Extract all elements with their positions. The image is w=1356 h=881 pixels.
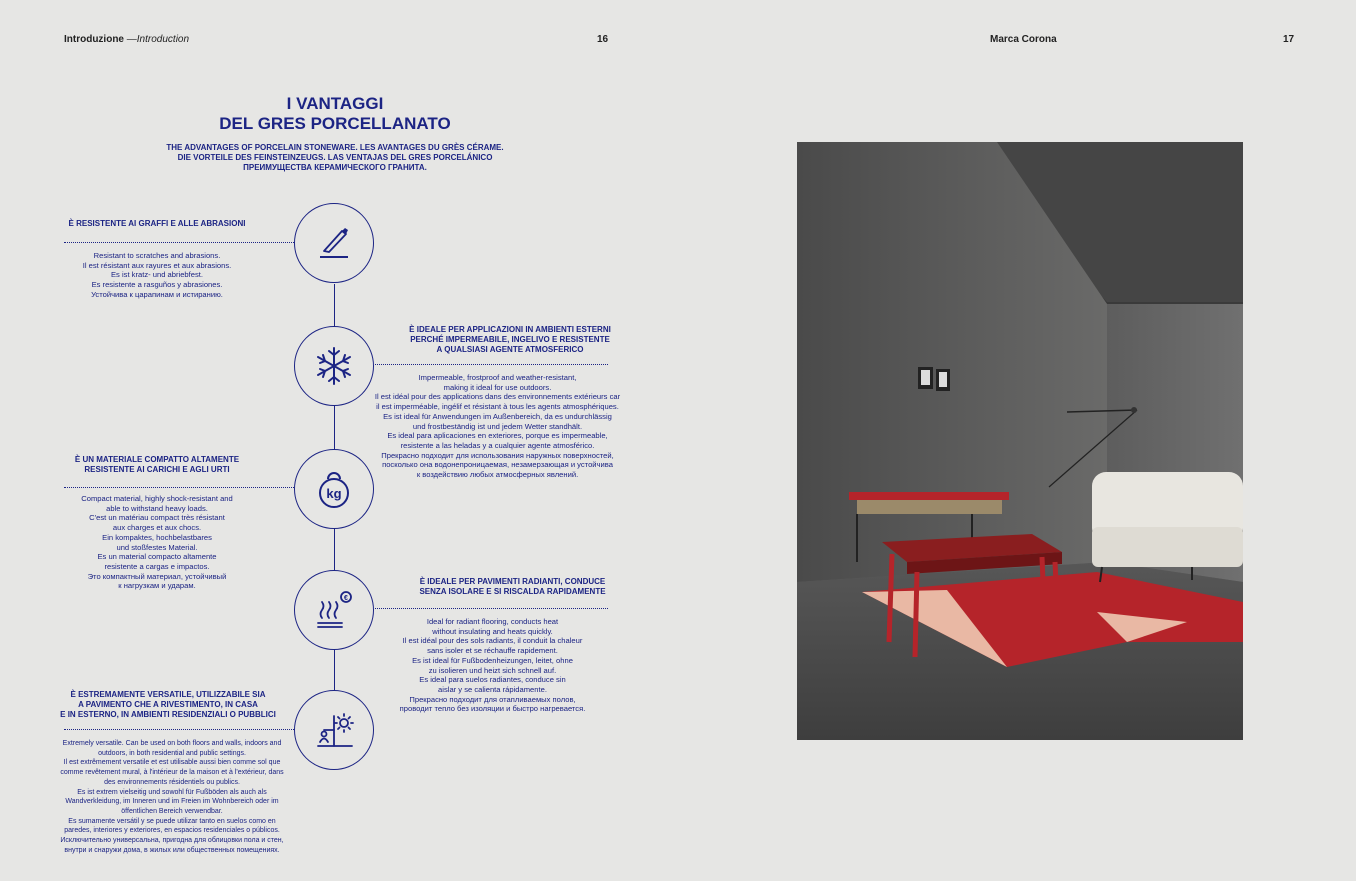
- feature-1-title: È RESISTENTE AI GRAFFI E ALLE ABRASIONI: [68, 219, 246, 228]
- leader-line-2: [375, 364, 608, 365]
- scalpel-icon: [312, 221, 356, 265]
- subtitle-line-3: ПРЕИМУЩЕСТВА КЕРАМИЧЕСКОГО ГРАНИТА.: [243, 163, 427, 172]
- running-header-right: Marca Corona: [990, 34, 1057, 45]
- feature-circle-3: [294, 449, 374, 529]
- indoor-outdoor-icon: [312, 708, 356, 752]
- svg-text:kg: kg: [326, 486, 342, 501]
- feature-3-title: È UN MATERIALE COMPATTO ALTAMENTE RESISTENTE AI CARICHI E AGLI URTI: [74, 455, 240, 474]
- section-subtitle: —Introduction: [124, 34, 190, 45]
- feature-3-body: Compact material, highly shock-resistant and able to withstand heavy loads. C'est un matériau compact très résistant aux charges et aux chocs. Ein kompaktes, hochbelastbares und stoßfestes Material. Es un material compacto altamente resistente a cargas e impactos. Это компактный материал, устойчивый к нагрузкам и ударам.: [81, 494, 233, 591]
- feature-2-body: Impermeable, frostproof and weather-resistant, making it ideal for use outdoors. Il est idéal pour des applications dans des environnements extérieurs car il est imperméable, ingélif et résistant à tous les agents atmosphériques. Es ist ideal für Anwendungen im Außenbereich, da es undurchlässig und frostbeständig ist und jedem Wetter standhält. Es ideal para aplicaciones en exteriores, porque es impermeable, resistente a las heladas y a cualquier agente atmosférico. Прекрасно подходит для использования наружных поверхностей, посколько она водонепроницаемая, незамерзающая и устойчива к воздействию любых атмосферных явлений.: [374, 373, 621, 480]
- section-title: Introduzione: [64, 34, 124, 45]
- feature-4-title: È IDEALE PER PAVIMENTI RADIANTI, CONDUCE SENZA ISOLARE E SI RISCALDA RAPIDAMENTE: [419, 577, 606, 596]
- page-subtitle: [150, 143, 520, 173]
- feature-5-title: È ESTREMAMENTE VERSATILE, UTILIZZABILE SIA A PAVIMENTO CHE A RIVESTIMENTO, IN CASA E IN ESTERNO, IN AMBIENTI RESIDENZIALI O PUBBLICI: [60, 690, 276, 719]
- subtitle-line-1: THE ADVANTAGES OF PORCELAIN STONEWARE. LES AVANTAGES DU GRÈS CÉRAME.: [166, 143, 504, 152]
- feature-4-body: Ideal for radiant flooring, conducts heat without insulating and heats quickly. Il est idéal pour des sols radiants, il conduit la chaleur sans isoler et se réchauffe rapidement. Es ist ideal für Fußbodenheizungen, leitet, ohne zu isolieren und heizt sich schnell auf. Es ideal para suelos radiantes, conduce sin aislar y se calienta rápidamente. Прекрасно подходит для отапливаемых полов, проводит тепло без изоляции и быстро нагревается.: [399, 617, 586, 714]
- subtitle-line-2: DIE VORTEILE DES FEINSTEINZEUGS. LAS VENTAJAS DEL GRES PORCELÁNICO: [177, 153, 493, 162]
- running-header-left: [64, 34, 189, 45]
- interior-room-photo: [797, 142, 1243, 740]
- feature-circle-5: [294, 690, 374, 770]
- radiant-heat-icon: [312, 588, 356, 632]
- feature-2-title: È IDEALE PER APPLICAZIONI IN AMBIENTI ESTERNI PERCHÉ IMPERMEABILE, INGELIVO E RESISTENTE A QUALSIASI AGENTE ATMOSFERICO: [409, 325, 611, 354]
- leader-line-3: [64, 487, 294, 488]
- room-illustration: [797, 142, 1243, 740]
- leader-line-1: [64, 242, 294, 243]
- feature-circle-1: [294, 203, 374, 283]
- svg-text:€: €: [344, 595, 348, 602]
- feature-1-body: Resistant to scratches and abrasions. Il est résistant aux rayures et aux abrasions. Es ist kratz- und abriebfest. Es resistente a rasguños y abrasiones. Устойчива к царапинам и истиранию.: [82, 251, 232, 299]
- leader-line-4: [375, 608, 608, 609]
- page-number-right: 17: [1283, 34, 1295, 45]
- feature-5-body: Extremely versatile. Can be used on both floors and walls, indoors and outdoors, in both residential and public settings. Il est extrêmement versatile et est utilisable aussi bien comme sol que comme revêtement mural, à l'intérieur de la maison et à l'extérieur, dans des environnements résidentiels ou publics. Es ist extrem vielseitig und sowohl für Fußböden als auch als Wandverkleidung, im Inneren und im Freien im Wohnbereich oder im öffentlichen Bereich verwendbar. Es sumamente versátil y se puede utilizar tanto en suelos como en paredes, interiores y exteriores, en espacios residenciales o públicos. Исключительно универсальна, пригодна для облицовки пола и стен, внутри и снаружи дома, в жилых или общественных помещениях.: [60, 740, 284, 854]
- feature-circle-4: [294, 570, 374, 650]
- title-line-2: DEL GRES PORCELLANATO: [219, 114, 451, 133]
- feature-circle-2: [294, 326, 374, 406]
- title-line-1: I VANTAGGI: [286, 94, 384, 113]
- leader-line-5: [64, 729, 294, 730]
- snowflake-icon: [312, 344, 356, 388]
- weight-kg-icon: [312, 467, 356, 511]
- page-title: [170, 94, 500, 134]
- page-number-left: 16: [597, 34, 609, 45]
